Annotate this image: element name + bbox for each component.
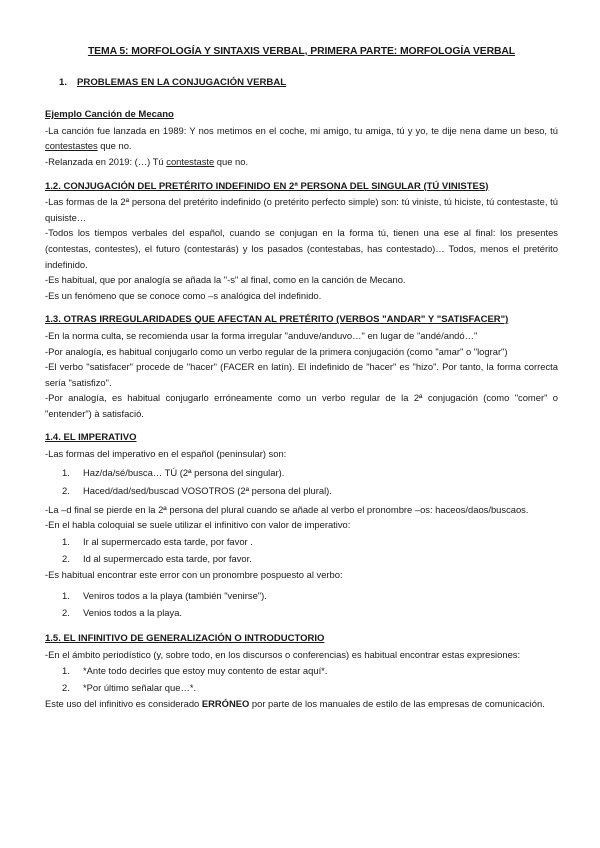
section-1-3-paragraph-3: -El verbo "satisfacer" procede de "hacer" (FACER en latín). El indefinido de "hacer" es "hizo". Por tanto, la forma correcta sería "satisfizo". [45, 361, 558, 388]
section-1-4-paragraph-4: -Es habitual encontrar este error con un pronombre pospuesto al verbo: [45, 569, 343, 581]
section-1-3-heading: 1.3. OTRAS IRREGULARIDADES QUE AFECTAN AL PRETÉRITO (VERBOS "ANDAR" Y "SATISFACER") [45, 314, 509, 326]
section-1-4-paragraph-2: -La –d final se pierde en la 2ª persona del plural cuando se añade al verbo el pronombre –os: haceos/daos/buscaos. [45, 503, 529, 515]
section-1-number: 1. [59, 76, 68, 88]
section-1-3-paragraph-2: -Por analogía, es habitual conjugarlo como un verbo regular de la primera conjugación (como "amar" o "lograr") [45, 345, 508, 357]
example-line-2: -Relanzada en 2019: (…) Tú contestaste que no. [45, 155, 249, 167]
list-item: 1. *Ante todo decirles que estoy muy contento de estar aquí*. [62, 665, 328, 677]
page-title: TEMA 5: MORFOLOGÍA Y SINTAXIS VERBAL, PRIMERA PARTE: MORFOLOGÍA VERBAL [87, 46, 516, 57]
section-1-heading [59, 75, 558, 91]
list-item: 2. Venios todos a la playa. [62, 607, 183, 619]
section-1-4-paragraph-3: -En el habla coloquial se suele utilizar el infinitivo con valor de imperativo: [45, 519, 351, 531]
list-item: 1. Ir al supermercado esta tarde, por favor . [62, 536, 253, 548]
section-1-5-heading: 1.5. EL INFINITIVO DE GENERALIZACIÓN O INTRODUCTORIO [45, 633, 325, 644]
section-1-2-paragraph-4: -Es un fenómeno que se conoce como –s analógica del indefinido. [45, 289, 322, 301]
example-heading: Ejemplo Canción de Mecano [45, 109, 174, 121]
section-1-2-heading: 1.2. CONJUGACIÓN DEL PRETÉRITO INDEFINIDO EN 2ª PERSONA DEL SINGULAR (TÚ VINISTES) [45, 180, 489, 192]
list-item: 1. Haz/da/sé/busca… TÚ (2ª persona del singular). [62, 466, 285, 478]
section-1-2-paragraph-3: -Es habitual, que por analogía se añada la "-s" al final, como en la canción de Mecano. [45, 274, 406, 286]
list-item: 2. Id al supermercado esta tarde, por favor. [62, 552, 252, 564]
example-line-1: -La canción fue lanzada en 1989: Y nos metimos en el coche, mi amigo, tu amiga, tú y yo, te dije nena dame un beso, tú contestastes que no. [45, 124, 558, 152]
section-1-4-heading: 1.4. EL IMPERATIVO [45, 432, 137, 444]
list-item: 2. *Por último señalar que…*. [62, 681, 197, 693]
section-1-3-paragraph-4: -Por analogía, es habitual conjugarlo erróneamente como un verbo regular de la 2ª conjugación (como "comer" o "entender") à satisfació. [45, 392, 558, 419]
list-item: 2. Haced/dad/sed/buscad VOSOTROS (2ª persona del plural). [62, 485, 332, 497]
section-1-4-paragraph-1: -Las formas del imperativo en el español (peninsular) son: [45, 448, 287, 460]
section-1-5-paragraph-2: Este uso del infinitivo es considerado ERRÓNEO por parte de los manuales de estilo de las empresas de comunicación. [45, 698, 545, 710]
section-1-2-paragraph-1: -Las formas de la 2ª persona del pretérito indefinido (o pretérito perfecto simple) son: tú viniste, tú hiciste, tú contestaste, tú quisiste… [45, 196, 558, 223]
section-1-2-paragraph-2: -Todos los tiempos verbales del español, cuando se conjugan en la forma tú, tienen una ese al final: los presentes (contestas, contestes), el futuro (contestarás) y los pasados (contestabas, has contestado)… Todos, menos el pretérito indefinido. [45, 227, 558, 270]
list-item: 1. Veniros todos a la playa (también "venirse"). [62, 589, 267, 601]
section-1-label: PROBLEMAS EN LA CONJUGACIÓN VERBAL [77, 76, 287, 88]
section-1-3-paragraph-1: -En la norma culta, se recomienda usar la forma irregular "anduve/anduvo…" en lugar de "andé/andó…" [45, 329, 478, 341]
section-1-5-paragraph-1: -En el ámbito periodístico (y, sobre todo, en los discursos o conferencias) es habitual encontrar estas expresiones: [45, 648, 521, 660]
